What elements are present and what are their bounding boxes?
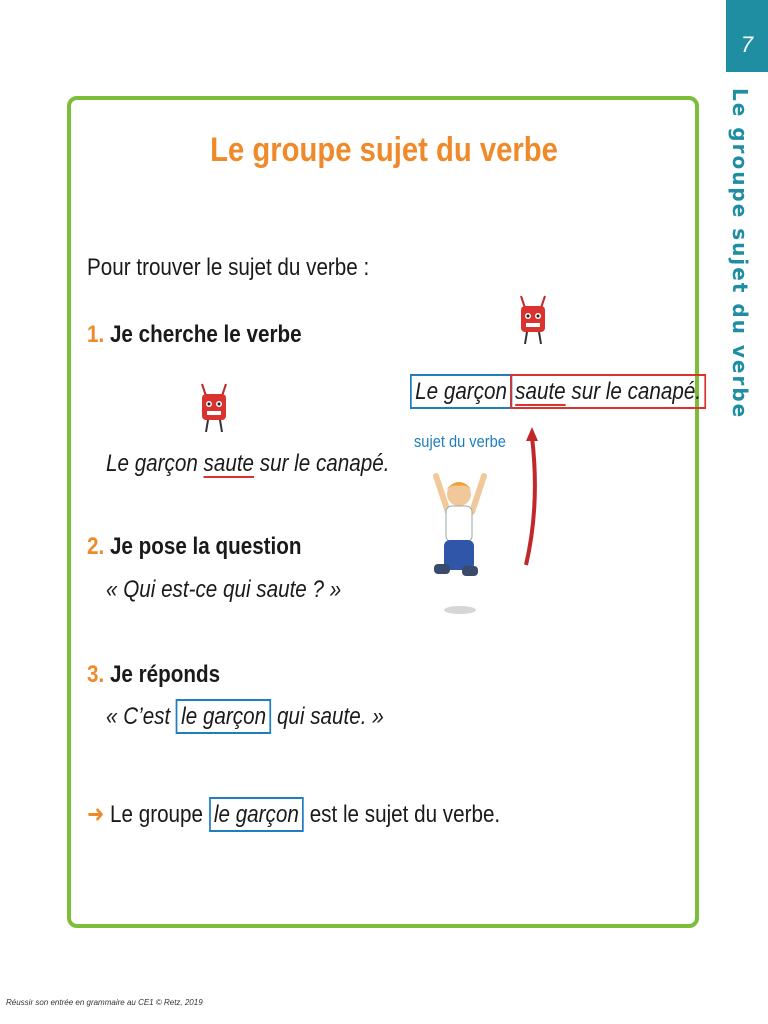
- chapter-number: 7: [740, 32, 754, 57]
- diagram-subject-box: [410, 378, 512, 406]
- step-2-number: 2.: [87, 533, 105, 560]
- intro-text: Pour trouver le sujet du verbe :: [87, 254, 370, 281]
- step-1-number: 1.: [87, 321, 105, 348]
- step-3: [87, 661, 220, 689]
- example-subject: Le garçon: [106, 450, 198, 477]
- step-2: [87, 533, 302, 561]
- step-3-answer: [106, 703, 384, 731]
- example-rest: sur le canapé.: [259, 450, 390, 477]
- jumping-boy-illustration: [426, 468, 502, 616]
- step-1: [87, 321, 302, 349]
- monster-icon-diagram: [515, 294, 551, 350]
- footer-credit: Réussir son entrée en grammaire au CE1 © Retz, 2019: [6, 998, 203, 1007]
- step-2-question: « Qui est-ce qui saute ? »: [106, 576, 342, 603]
- conclusion-start: Le groupe: [110, 801, 203, 828]
- chapter-tab: [726, 0, 768, 72]
- monster-icon: [196, 382, 232, 438]
- answer-subject-box: le garçon: [176, 699, 271, 734]
- answer-start: « C’est: [106, 703, 171, 730]
- step-1-label: Je cherche le verbe: [109, 321, 302, 348]
- diagram-verb: saute: [515, 378, 566, 405]
- diagram-rest: sur le canapé.: [571, 378, 702, 405]
- diagram-subject: Le garçon: [410, 374, 512, 409]
- example-sentence: [106, 450, 389, 478]
- side-title: Le groupe sujet du verbe: [728, 88, 752, 420]
- arrow-up-icon: [516, 425, 546, 570]
- arrow-icon: ➜: [87, 801, 105, 828]
- example-verb: saute: [203, 450, 255, 477]
- diagram-predicate-box: [510, 378, 706, 406]
- step-2-label: Je pose la question: [109, 533, 302, 560]
- page-title: Le groupe sujet du verbe: [210, 131, 558, 169]
- subject-label: sujet du verbe: [414, 432, 506, 451]
- conclusion-subject-box: le garçon: [209, 797, 304, 832]
- step-3-label: Je réponds: [109, 661, 221, 688]
- diagram-predicate: [510, 374, 706, 409]
- step-3-number: 3.: [87, 661, 105, 688]
- answer-end: qui saute. »: [276, 703, 384, 730]
- conclusion: [87, 800, 500, 829]
- conclusion-end: est le sujet du verbe.: [309, 801, 501, 828]
